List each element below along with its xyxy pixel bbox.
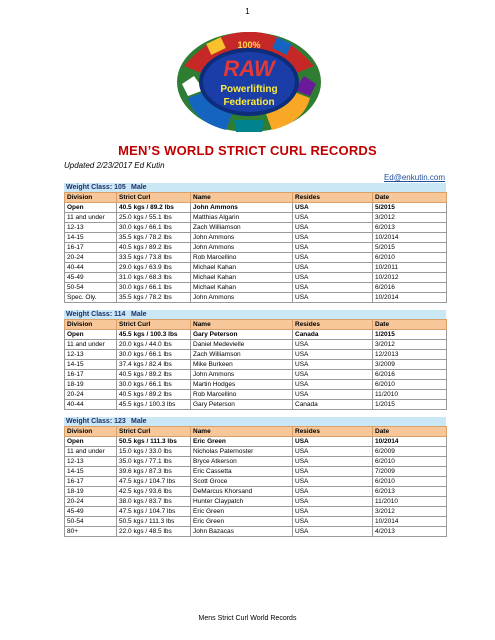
table-cell: 7/2009	[373, 467, 447, 477]
table-cell: 45-49	[65, 507, 117, 517]
table-cell: USA	[293, 447, 373, 457]
records-tables	[64, 183, 446, 544]
table-row	[65, 437, 447, 447]
table-cell: 50-54	[65, 517, 117, 527]
table-cell: 40-44	[65, 263, 117, 273]
table-cell: USA	[293, 477, 373, 487]
table-row	[65, 477, 447, 487]
table-cell: Canada	[293, 400, 373, 410]
table-cell: 3/2012	[373, 213, 447, 223]
table-cell: 3/2012	[373, 340, 447, 350]
table-row	[65, 243, 447, 253]
column-header: Name	[191, 193, 293, 203]
column-header: Name	[191, 427, 293, 437]
weight-class-block	[64, 310, 446, 410]
table-row	[65, 273, 447, 283]
page-title: MEN’S WORLD STRICT CURL RECORDS	[118, 143, 377, 158]
table-row	[65, 223, 447, 233]
table-cell: 30.0 kgs / 66.1 lbs	[117, 380, 191, 390]
table-cell: 10/2014	[373, 437, 447, 447]
table-cell: 16-17	[65, 243, 117, 253]
table-cell: USA	[293, 223, 373, 233]
table-cell: 18-19	[65, 380, 117, 390]
table-row	[65, 497, 447, 507]
table-cell: Zach Williamson	[191, 223, 293, 233]
column-header: Division	[65, 193, 117, 203]
table-cell: Mike Burkeen	[191, 360, 293, 370]
table-cell: 30.0 kgs / 66.1 lbs	[117, 223, 191, 233]
table-row	[65, 253, 447, 263]
table-cell: 31.0 kgs / 68.3 lbs	[117, 273, 191, 283]
weight-class-label: Weight Class: 123	[66, 418, 126, 425]
table-row	[65, 517, 447, 527]
table-row	[65, 457, 447, 467]
table-cell: 38.0 kgs / 83.7 lbs	[117, 497, 191, 507]
table-cell: 33.5 kgs / 73.8 lbs	[117, 253, 191, 263]
table-header-row	[65, 320, 447, 330]
table-cell: 5/2015	[373, 243, 447, 253]
table-cell: Daniel Medevielle	[191, 340, 293, 350]
table-cell: USA	[293, 263, 373, 273]
table-row	[65, 203, 447, 213]
table-cell: 22.0 kgs / 48.5 lbs	[117, 527, 191, 537]
table-cell: 6/2013	[373, 487, 447, 497]
table-cell: 14-15	[65, 360, 117, 370]
table-cell: Eric Green	[191, 507, 293, 517]
email-link[interactable]: Ed@enkutin.com	[383, 173, 445, 182]
weight-class-header	[64, 310, 446, 319]
table-cell: Gary Peterson	[191, 330, 293, 340]
table-cell: 6/2009	[373, 447, 447, 457]
page-footer: Mens Strict Curl World Records	[198, 615, 297, 622]
table-cell: 42.5 kgs / 93.6 lbs	[117, 487, 191, 497]
table-cell: 10/2014	[373, 517, 447, 527]
table-cell: USA	[293, 437, 373, 447]
table-cell: 50.5 kgs / 111.3 lbs	[117, 437, 191, 447]
table-cell: 1/2015	[373, 330, 447, 340]
table-cell: USA	[293, 360, 373, 370]
logo-top-text: 100%	[237, 40, 261, 50]
table-cell: USA	[293, 350, 373, 360]
weight-class-block	[64, 183, 446, 303]
table-cell: 80+	[65, 527, 117, 537]
column-header: Date	[373, 427, 447, 437]
table-cell: 11/2010	[373, 497, 447, 507]
table-cell: 14-15	[65, 467, 117, 477]
table-cell: Eric Cassetta	[191, 467, 293, 477]
table-row	[65, 293, 447, 303]
table-cell: 6/2016	[373, 283, 447, 293]
federation-logo	[174, 26, 324, 134]
table-cell: 50-54	[65, 283, 117, 293]
table-cell: 6/2010	[373, 380, 447, 390]
column-header: Name	[191, 320, 293, 330]
table-cell: 50.5 kgs / 111.3 lbs	[117, 517, 191, 527]
table-cell: Spec. Oly.	[65, 293, 117, 303]
table-row	[65, 340, 447, 350]
weight-class-header	[64, 183, 446, 192]
table-cell: USA	[293, 487, 373, 497]
column-header: Division	[65, 427, 117, 437]
column-header: Date	[373, 193, 447, 203]
table-cell: Eric Green	[191, 517, 293, 527]
logo-line2: Federation	[223, 97, 275, 108]
logo-main-text: RAW	[223, 56, 275, 81]
records-table	[64, 426, 447, 537]
table-cell: 39.6 kgs / 87.3 lbs	[117, 467, 191, 477]
table-cell: 6/2013	[373, 223, 447, 233]
table-row	[65, 233, 447, 243]
table-row	[65, 283, 447, 293]
table-cell: 16-17	[65, 477, 117, 487]
table-cell: Scott Groce	[191, 477, 293, 487]
table-cell: John Ammons	[191, 370, 293, 380]
table-cell: 10/2011	[373, 263, 447, 273]
table-cell: USA	[293, 527, 373, 537]
table-cell: 6/2016	[373, 370, 447, 380]
table-cell: USA	[293, 293, 373, 303]
table-cell: 6/2010	[373, 477, 447, 487]
table-cell: Michael Kahan	[191, 283, 293, 293]
table-row	[65, 360, 447, 370]
table-row	[65, 467, 447, 477]
table-cell: Gary Peterson	[191, 400, 293, 410]
table-row	[65, 330, 447, 340]
table-cell: USA	[293, 273, 373, 283]
table-cell: John Ammons	[191, 293, 293, 303]
table-cell: 25.0 kgs / 55.1 lbs	[117, 213, 191, 223]
table-cell: 29.0 kgs / 63.9 lbs	[117, 263, 191, 273]
weight-class-sex: Male	[131, 311, 147, 318]
weight-class-sex: Male	[131, 184, 147, 191]
table-cell: 1/2015	[373, 400, 447, 410]
table-cell: 40.5 kgs / 89.2 lbs	[117, 203, 191, 213]
table-cell: Matthias Algarin	[191, 213, 293, 223]
column-header: Date	[373, 320, 447, 330]
table-row	[65, 487, 447, 497]
table-cell: 45.5 kgs / 100.3 lbs	[117, 330, 191, 340]
table-cell: 10/2014	[373, 233, 447, 243]
table-row	[65, 380, 447, 390]
table-cell: Eric Green	[191, 437, 293, 447]
table-cell: Zach Williamson	[191, 350, 293, 360]
table-cell: USA	[293, 457, 373, 467]
table-cell: 16-17	[65, 370, 117, 380]
table-cell: Open	[65, 330, 117, 340]
table-row	[65, 370, 447, 380]
table-cell: 3/2009	[373, 360, 447, 370]
table-cell: Rob Marcellino	[191, 253, 293, 263]
table-row	[65, 447, 447, 457]
table-cell: 11 and under	[65, 447, 117, 457]
table-cell: 35.5 kgs / 78.2 lbs	[117, 293, 191, 303]
table-cell: USA	[293, 370, 373, 380]
column-header: Strict Curl	[117, 320, 191, 330]
table-cell: Michael Kahan	[191, 263, 293, 273]
table-cell: Hunter Claypatch	[191, 497, 293, 507]
table-cell: John Bazacas	[191, 527, 293, 537]
table-cell: 18-19	[65, 487, 117, 497]
records-table	[64, 319, 447, 410]
column-header: Strict Curl	[117, 193, 191, 203]
table-cell: 3/2012	[373, 507, 447, 517]
table-cell: USA	[293, 340, 373, 350]
table-cell: 40-44	[65, 400, 117, 410]
table-cell: 11 and under	[65, 213, 117, 223]
table-cell: 20-24	[65, 390, 117, 400]
table-row	[65, 263, 447, 273]
column-header: Resides	[293, 320, 373, 330]
table-cell: 5/2015	[373, 203, 447, 213]
table-cell: Canada	[293, 330, 373, 340]
table-cell: 47.5 kgs / 104.7 lbs	[117, 477, 191, 487]
updated-note: Updated 2/23/2017 Ed Kutin	[64, 161, 165, 170]
table-row	[65, 350, 447, 360]
table-cell: 12-13	[65, 457, 117, 467]
weight-class-label: Weight Class: 105	[66, 184, 126, 191]
table-cell: USA	[293, 380, 373, 390]
weight-class-block	[64, 417, 446, 537]
table-cell: 10/2012	[373, 273, 447, 283]
weight-class-header	[64, 417, 446, 426]
weight-class-label: Weight Class: 114	[66, 311, 126, 318]
table-cell: USA	[293, 253, 373, 263]
table-cell: Michael Kahan	[191, 273, 293, 283]
weight-class-sex: Male	[131, 418, 147, 425]
table-cell: 12/2013	[373, 350, 447, 360]
table-cell: Rob Marcellino	[191, 390, 293, 400]
table-cell: USA	[293, 497, 373, 507]
column-header: Resides	[293, 193, 373, 203]
table-cell: USA	[293, 467, 373, 477]
table-cell: 15.0 kgs / 33.0 lbs	[117, 447, 191, 457]
table-cell: 12-13	[65, 223, 117, 233]
table-cell: 30.0 kgs / 66.1 lbs	[117, 350, 191, 360]
logo-line1: Powerlifting	[220, 84, 278, 95]
table-cell: Martin Hodges	[191, 380, 293, 390]
table-cell: 11/2010	[373, 390, 447, 400]
table-cell: John Ammons	[191, 243, 293, 253]
table-cell: 37.4 kgs / 82.4 lbs	[117, 360, 191, 370]
table-cell: USA	[293, 517, 373, 527]
table-header-row	[65, 427, 447, 437]
table-cell: USA	[293, 390, 373, 400]
page-number: 1	[245, 7, 250, 16]
table-cell: 4/2013	[373, 527, 447, 537]
table-cell: 6/2010	[373, 457, 447, 467]
table-cell: 12-13	[65, 350, 117, 360]
table-cell: 20.0 kgs / 44.0 lbs	[117, 340, 191, 350]
table-cell: 35.0 kgs / 77.1 lbs	[117, 457, 191, 467]
table-cell: 45.5 kgs / 100.3 lbs	[117, 400, 191, 410]
table-cell: 6/2010	[373, 253, 447, 263]
table-cell: USA	[293, 507, 373, 517]
table-cell: 40.5 kgs / 89.2 lbs	[117, 243, 191, 253]
column-header: Strict Curl	[117, 427, 191, 437]
table-cell: 30.0 kgs / 66.1 lbs	[117, 283, 191, 293]
table-row	[65, 390, 447, 400]
table-cell: DeMarcus Khorsand	[191, 487, 293, 497]
records-table	[64, 192, 447, 303]
table-cell: 45-49	[65, 273, 117, 283]
table-cell: 10/2014	[373, 293, 447, 303]
table-cell: 40.5 kgs / 89.2 lbs	[117, 390, 191, 400]
table-cell: 11 and under	[65, 340, 117, 350]
table-cell: Nicholas Paternoster	[191, 447, 293, 457]
table-cell: John Ammons	[191, 203, 293, 213]
table-cell: Open	[65, 437, 117, 447]
table-cell: USA	[293, 213, 373, 223]
column-header: Division	[65, 320, 117, 330]
table-cell: 35.5 kgs / 78.2 lbs	[117, 233, 191, 243]
table-cell: 14-15	[65, 233, 117, 243]
table-cell: Bryce Atkerson	[191, 457, 293, 467]
table-cell: 20-24	[65, 497, 117, 507]
table-row	[65, 213, 447, 223]
table-cell: John Ammons	[191, 233, 293, 243]
table-cell: USA	[293, 203, 373, 213]
table-cell: Open	[65, 203, 117, 213]
table-cell: 20-24	[65, 253, 117, 263]
column-header: Resides	[293, 427, 373, 437]
table-row	[65, 400, 447, 410]
table-row	[65, 527, 447, 537]
table-row	[65, 507, 447, 517]
table-header-row	[65, 193, 447, 203]
table-cell: USA	[293, 283, 373, 293]
table-cell: USA	[293, 233, 373, 243]
table-cell: 47.5 kgs / 104.7 lbs	[117, 507, 191, 517]
table-cell: 40.5 kgs / 89.2 lbs	[117, 370, 191, 380]
table-cell: USA	[293, 243, 373, 253]
